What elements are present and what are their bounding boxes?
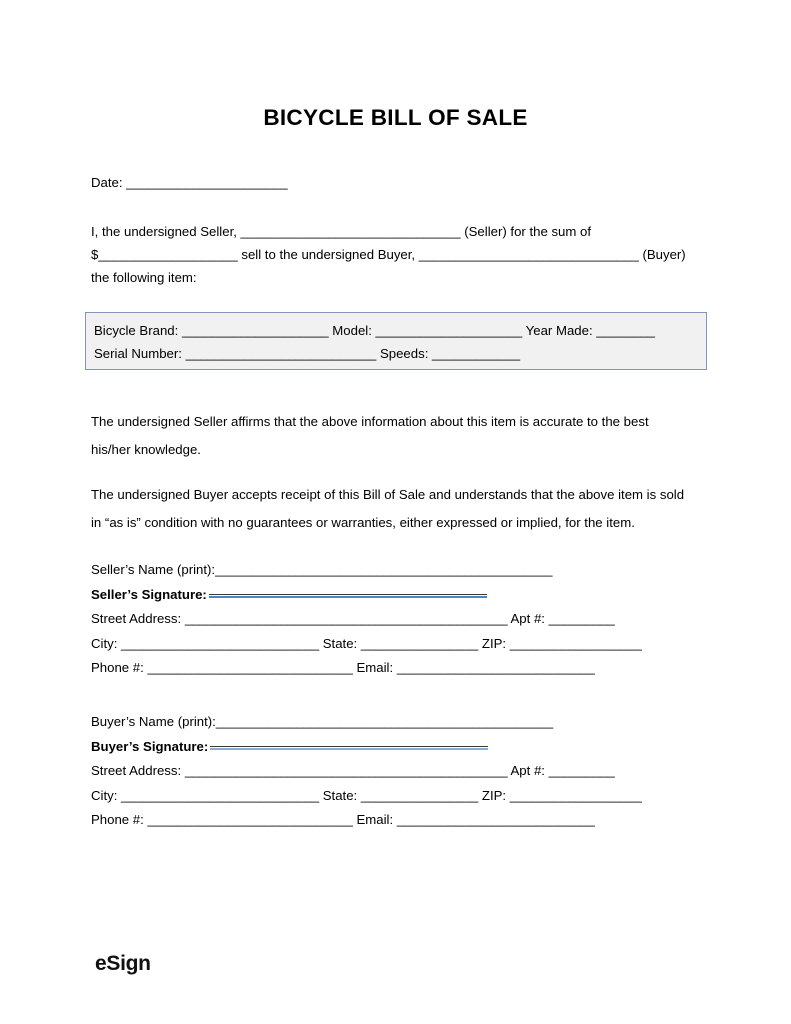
seller-zip-label: ZIP:	[481, 635, 507, 651]
seller-phone-rule[interactable]: ____________________________	[147, 660, 353, 675]
buyer-phone-label: Phone #:	[91, 812, 144, 827]
buyer-street-label: Street Address:	[91, 763, 182, 778]
buyer-phone-email-line[interactable]	[91, 808, 731, 833]
seller-street-rule[interactable]: ____________________________________________	[184, 611, 508, 626]
seller-city-rule[interactable]: ___________________________	[121, 635, 320, 651]
esign-logo: eSign	[95, 952, 151, 975]
buyer-acceptance-paragraph: The undersigned Buyer accepts receipt of this Bill of Sale and understands that the above item is sold in “as is” condition with no guarantees or warranties, either expressed or implied, for the item.	[91, 487, 685, 530]
page-title: BICYCLE BILL OF SALE	[263, 105, 528, 130]
seller-city-label: City:	[91, 635, 118, 651]
seller-name-label: Seller’s Name (print):	[91, 562, 216, 577]
buyer-signature-rule[interactable]	[210, 740, 488, 751]
buyer-state-label: State:	[322, 787, 358, 803]
seller-phone-label: Phone #:	[91, 660, 144, 675]
buyer-email-rule[interactable]: ___________________________	[396, 812, 595, 827]
buyer-zip-label: ZIP:	[481, 787, 507, 803]
buyer-apt-rule[interactable]: _________	[548, 763, 615, 778]
intro-paragraph	[91, 220, 711, 289]
item-details-line-1[interactable]: Bicycle Brand: ____________________ Model: ____________________ Year Made: ________	[94, 323, 655, 338]
buyer-city-state-zip-line[interactable]	[91, 784, 731, 809]
buyer-city-rule[interactable]: ___________________________	[121, 787, 320, 803]
item-details-box[interactable]	[85, 312, 707, 370]
buyer-zip-rule[interactable]: __________________	[509, 787, 642, 803]
seller-street-line[interactable]	[91, 607, 731, 632]
seller-state-rule[interactable]: ________________	[360, 635, 479, 651]
buyer-state-rule[interactable]: ________________	[360, 787, 479, 803]
date-field-line[interactable]: Date: ______________________	[91, 175, 288, 190]
buyer-city-label: City:	[91, 787, 118, 803]
seller-name-line[interactable]	[91, 558, 731, 583]
seller-affirmation-paragraph: The undersigned Seller affirms that the above information about this item is accurate to the best his/her knowledge.	[91, 414, 649, 457]
seller-zip-rule[interactable]: __________________	[509, 635, 642, 651]
buyer-name-label: Buyer’s Name (print):	[91, 714, 216, 729]
intro-line-3: the following item:	[91, 270, 197, 285]
buyer-signature-label: Buyer’s Signature:	[91, 738, 209, 754]
seller-name-rule[interactable]: ______________________________________________	[215, 562, 553, 577]
seller-city-state-zip-line[interactable]	[91, 632, 731, 657]
intro-line-2[interactable]: $___________________ sell to the undersigned Buyer, ______________________________ (Buyer)	[91, 247, 686, 262]
buyer-name-line[interactable]	[91, 710, 731, 735]
intro-line-1[interactable]: I, the undersigned Seller, ______________________________ (Seller) for the sum of	[91, 224, 592, 239]
seller-signature-label: Seller’s Signature:	[91, 586, 207, 602]
seller-apt-label: Apt #:	[510, 611, 545, 626]
buyer-email-label: Email:	[356, 812, 394, 827]
buyer-signature-line[interactable]	[91, 735, 731, 760]
buyer-name-rule[interactable]: ______________________________________________	[215, 714, 554, 729]
seller-email-rule[interactable]: ___________________________	[396, 660, 595, 675]
buyer-street-rule[interactable]: ____________________________________________	[184, 763, 508, 778]
seller-signature-line[interactable]	[91, 583, 731, 608]
buyer-street-line[interactable]	[91, 759, 731, 784]
item-details-line-2[interactable]: Serial Number: __________________________ Speeds: ____________	[94, 345, 521, 361]
seller-signature-block	[91, 558, 731, 681]
buyer-signature-block	[91, 710, 731, 833]
seller-email-label: Email:	[356, 660, 394, 675]
seller-apt-rule[interactable]: _________	[548, 611, 615, 626]
buyer-phone-rule[interactable]: ____________________________	[147, 812, 353, 827]
seller-street-label: Street Address:	[91, 611, 182, 626]
seller-signature-rule[interactable]	[209, 588, 487, 599]
seller-state-label: State:	[322, 635, 358, 651]
seller-phone-email-line[interactable]	[91, 656, 731, 681]
buyer-apt-label: Apt #:	[510, 763, 545, 778]
